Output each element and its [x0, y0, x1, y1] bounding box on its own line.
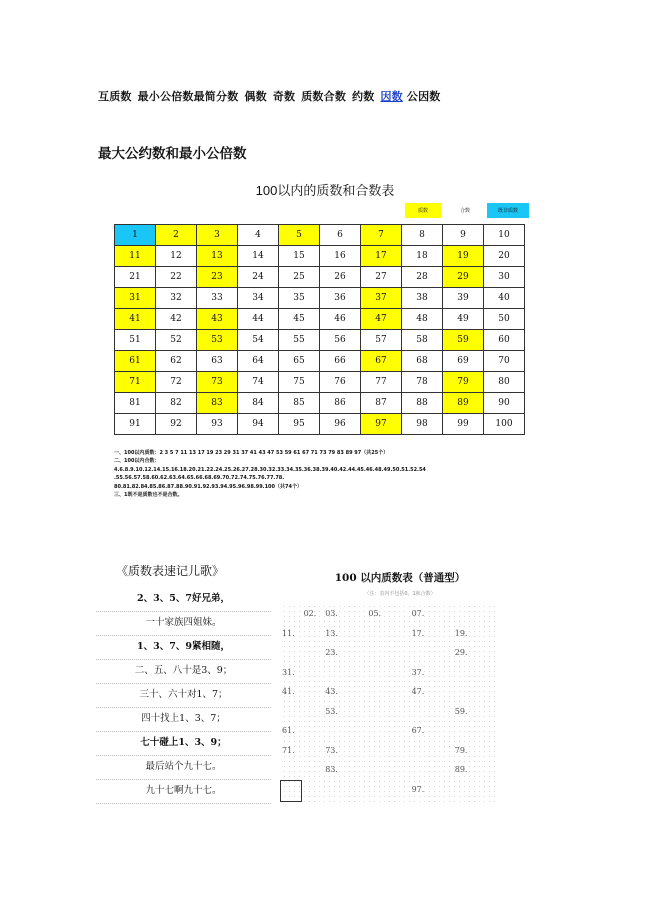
grid-cell: 56	[320, 330, 361, 351]
grid-cell: 80	[484, 372, 525, 393]
note-line: 80.81.82.84.85.86.87.88.90.91.92.93.94.95.96.98.99.100（共74个）	[114, 483, 302, 490]
prime-cell	[368, 624, 390, 644]
grid-cell: 38	[402, 288, 443, 309]
grid-cell: 32	[156, 288, 197, 309]
prime-cell	[433, 643, 455, 663]
note-line: 二、100以内合数：	[114, 458, 160, 465]
grid-cell: 78	[402, 372, 443, 393]
prime-cell	[390, 604, 412, 624]
grid-cell: 8	[402, 225, 443, 246]
grid-cell: 17	[361, 246, 402, 267]
grid-cell: 42	[156, 309, 197, 330]
number-grid	[114, 224, 525, 435]
prime-cell: 61.	[282, 726, 295, 735]
grid-cell: 54	[238, 330, 279, 351]
prime-cell	[455, 682, 477, 702]
prime-cell	[390, 760, 412, 780]
nav-item[interactable]: 偶数	[244, 90, 267, 103]
grid-cell: 5	[279, 225, 320, 246]
prime-cell	[390, 624, 412, 644]
song-line: 2、3、5、7好兄弟，	[96, 588, 271, 612]
grid-row	[115, 393, 525, 414]
prime-cell	[368, 721, 390, 741]
prime-cell	[368, 741, 390, 761]
grid-cell: 31	[115, 288, 156, 309]
grid-cell: 70	[484, 351, 525, 372]
grid-row	[115, 225, 525, 246]
prime-cell: 53.	[325, 706, 338, 716]
prime-cell: 13.	[325, 628, 338, 638]
grid-cell: 66	[320, 351, 361, 372]
prime-cell	[390, 663, 412, 683]
prime-cell	[347, 721, 369, 741]
prime-cell	[347, 663, 369, 683]
prime-cell	[304, 760, 326, 780]
prime-row	[282, 604, 498, 624]
grid-cell: 53	[197, 330, 238, 351]
legend	[405, 203, 529, 218]
song-title: 《质数表速记儿歌》	[116, 564, 225, 578]
song-line: 四十找上1、3、7；	[96, 708, 271, 732]
prime-row	[282, 682, 498, 702]
grid-cell: 10	[484, 225, 525, 246]
grid-row	[115, 351, 525, 372]
prime-table-title: 100 以内质数表（普通型）	[334, 572, 466, 584]
grid-cell: 50	[484, 309, 525, 330]
prime-cell	[390, 780, 412, 800]
grid-cell: 3	[197, 225, 238, 246]
grid-cell: 87	[361, 393, 402, 414]
prime-cell: 31.	[282, 667, 295, 677]
prime-cell	[433, 741, 455, 761]
song-line: 七十碰上1、3、9；	[96, 732, 271, 756]
grid-cell: 12	[156, 246, 197, 267]
legend-neither: 既非质数	[487, 203, 529, 218]
grid-cell: 18	[402, 246, 443, 267]
prime-cell	[433, 702, 455, 722]
prime-cell	[325, 721, 347, 741]
prime-cell	[304, 663, 326, 683]
grid-cell: 22	[156, 267, 197, 288]
grid-cell: 81	[115, 393, 156, 414]
prime-cell	[433, 624, 455, 644]
nav-item[interactable]: 互质数	[98, 90, 132, 103]
song-line: 三十、六十对1、7；	[96, 684, 271, 708]
prime-cell	[412, 741, 434, 761]
prime-row	[282, 702, 498, 722]
nav-item[interactable]: 质数合数	[301, 90, 347, 103]
prime-cell: 05.	[368, 609, 382, 618]
note-line: 4.6.8.9.10.12.14.15.16.18.20.21.22.24.25.26.27.28.30.32.33.34.35.36.38.39.40.42.44.45.46.48.49.50.51.52.54	[114, 466, 426, 473]
grid-cell: 91	[115, 414, 156, 435]
notes	[114, 449, 534, 499]
prime-row	[282, 624, 498, 644]
prime-cell	[368, 682, 390, 702]
grid-cell: 96	[320, 414, 361, 435]
grid-cell: 35	[279, 288, 320, 309]
grid-cell: 71	[115, 372, 156, 393]
legend-prime: 质数	[405, 203, 441, 218]
grid-row	[115, 309, 525, 330]
prime-cell: 89.	[454, 765, 468, 774]
legend-composite: 合数	[449, 203, 481, 218]
grid-cell: 25	[279, 267, 320, 288]
grid-cell: 9	[443, 225, 484, 246]
prime-cell	[347, 780, 369, 800]
prime-cell	[476, 643, 498, 663]
prime-cell: 43.	[325, 687, 338, 696]
prime-cell	[476, 780, 498, 800]
prime-cell: 97.	[411, 784, 425, 794]
prime-cell	[455, 604, 477, 624]
grid-row	[115, 267, 525, 288]
grid-cell: 43	[197, 309, 238, 330]
prime-cell	[412, 702, 434, 722]
prime-cell: 19.	[454, 628, 468, 638]
prime-cell: 73.	[325, 745, 338, 755]
grid-cell: 98	[402, 414, 443, 435]
grid-cell: 46	[320, 309, 361, 330]
prime-cell	[347, 741, 369, 761]
grid-cell: 85	[279, 393, 320, 414]
prime-row	[282, 721, 498, 741]
grid-cell: 92	[156, 414, 197, 435]
song-line: 二、五、八十是3、9；	[96, 660, 271, 684]
grid-cell: 6	[320, 225, 361, 246]
grid-cell: 93	[197, 414, 238, 435]
prime-row	[282, 741, 498, 761]
grid-cell: 51	[115, 330, 156, 351]
prime-cell: 29.	[454, 648, 468, 657]
grid-cell: 59	[443, 330, 484, 351]
grid-cell: 52	[156, 330, 197, 351]
grid-cell: 60	[484, 330, 525, 351]
grid-cell: 100	[484, 414, 525, 435]
nav-item[interactable]: 最小公倍数最简分数	[137, 90, 239, 103]
grid-cell: 55	[279, 330, 320, 351]
grid-row	[115, 246, 525, 267]
note-line: 一、100以内质数：2 3 5 7 11 13 17 19 23 29 31 37 41 43 47 53 59 61 67 71 73 79 83 89 97（共25个）	[114, 450, 389, 456]
grid-cell: 63	[197, 351, 238, 372]
grid-cell: 4	[238, 225, 279, 246]
grid-cell: 77	[361, 372, 402, 393]
prime-cell	[304, 741, 326, 761]
prime-row	[282, 663, 498, 683]
prime-cell	[347, 760, 369, 780]
prime-cell	[476, 721, 498, 741]
grid-row	[115, 372, 525, 393]
prime-cell	[412, 760, 434, 780]
prime-cell	[433, 780, 455, 800]
prime-cell	[476, 702, 498, 722]
prime-row	[282, 760, 498, 780]
grid-cell: 68	[402, 351, 443, 372]
grid-cell: 1	[115, 225, 156, 246]
grid-cell: 67	[361, 351, 402, 372]
grid-cell: 73	[197, 372, 238, 393]
prime-cell	[304, 682, 326, 702]
prime-cell	[390, 741, 412, 761]
prime-cell: 03.	[325, 609, 338, 618]
prime-cell	[433, 604, 455, 624]
note-line: 三、1既不是质数也不是合数。	[114, 492, 183, 499]
grid-cell: 69	[443, 351, 484, 372]
prime-cell	[476, 741, 498, 761]
grid-cell: 76	[320, 372, 361, 393]
grid-row	[115, 330, 525, 351]
prime-table-subtitle: （注：表内不包括0、1和合数）	[364, 591, 436, 597]
prime-cell	[433, 760, 455, 780]
grid-cell: 89	[443, 393, 484, 414]
grid-cell: 62	[156, 351, 197, 372]
grid-cell: 37	[361, 288, 402, 309]
prime-cell	[390, 721, 412, 741]
grid-cell: 88	[402, 393, 443, 414]
grid-cell: 2	[156, 225, 197, 246]
grid-cell: 26	[320, 267, 361, 288]
grid-cell: 28	[402, 267, 443, 288]
grid-cell: 75	[279, 372, 320, 393]
grid-cell: 29	[443, 267, 484, 288]
grid-cell: 7	[361, 225, 402, 246]
grid-cell: 90	[484, 393, 525, 414]
grid-cell: 47	[361, 309, 402, 330]
prime-cell	[368, 760, 390, 780]
grid-cell: 39	[443, 288, 484, 309]
grid-cell: 23	[197, 267, 238, 288]
page-heading: 最大公约数和最小公倍数	[98, 146, 247, 162]
grid-cell: 21	[115, 267, 156, 288]
song-line: 九十七啊九十七。	[96, 780, 271, 804]
nav-item[interactable]: 公因数	[406, 90, 441, 103]
prime-cell	[347, 702, 369, 722]
song-line: 一十家族四姐妹。	[96, 612, 271, 636]
prime-cell	[368, 663, 390, 683]
grid-cell: 15	[279, 246, 320, 267]
prime-cell: 37.	[411, 667, 425, 677]
prime-cell	[476, 624, 498, 644]
grid-cell: 79	[443, 372, 484, 393]
grid-cell: 57	[361, 330, 402, 351]
prime-cell	[455, 663, 477, 683]
grid-cell: 72	[156, 372, 197, 393]
prime-cell	[282, 702, 304, 722]
grid-cell: 14	[238, 246, 279, 267]
prime-cell: 59.	[454, 706, 468, 716]
grid-cell: 82	[156, 393, 197, 414]
prime-cell	[347, 643, 369, 663]
prime-cell	[368, 780, 390, 800]
prime-cell: 79.	[454, 745, 468, 755]
grid-cell: 30	[484, 267, 525, 288]
prime-cell: 23.	[325, 648, 338, 657]
prime-cell	[368, 643, 390, 663]
grid-cell: 16	[320, 246, 361, 267]
song-lines	[96, 588, 271, 804]
nav-item[interactable]: 约数	[352, 90, 375, 103]
grid-cell: 13	[197, 246, 238, 267]
prime-cell: 47.	[411, 687, 425, 696]
prime-table	[282, 604, 498, 804]
note-line: .55.56.57.58.60.62.63.64.65.66.68.69.70.72.74.75.76.77.78.	[114, 475, 285, 482]
grid-row	[115, 288, 525, 309]
prime-cell	[304, 643, 326, 663]
prime-cell	[282, 604, 304, 624]
grid-cell: 20	[484, 246, 525, 267]
grid-cell: 97	[361, 414, 402, 435]
prime-cell: 17.	[411, 628, 425, 638]
grid-cell: 83	[197, 393, 238, 414]
nav-link-factor[interactable]: 因数	[380, 90, 403, 103]
prime-cell	[282, 643, 304, 663]
prime-cell: 41.	[282, 687, 295, 696]
grid-cell: 99	[443, 414, 484, 435]
prime-cell	[304, 702, 326, 722]
prime-cell: 11.	[282, 628, 295, 638]
prime-cell	[476, 663, 498, 683]
table-title: 100以内的质数和合数表	[255, 183, 395, 198]
grid-cell: 65	[279, 351, 320, 372]
prime-cell	[325, 780, 347, 800]
prime-cell	[390, 643, 412, 663]
prime-row	[282, 643, 498, 663]
prime-cell	[282, 760, 304, 780]
grid-cell: 27	[361, 267, 402, 288]
prime-cell	[325, 663, 347, 683]
prime-cell	[412, 643, 434, 663]
prime-cell	[368, 702, 390, 722]
grid-cell: 84	[238, 393, 279, 414]
grid-cell: 94	[238, 414, 279, 435]
grid-cell: 58	[402, 330, 443, 351]
prime-cell	[455, 721, 477, 741]
topic-links	[98, 88, 447, 104]
grid-cell: 33	[197, 288, 238, 309]
grid-cell: 48	[402, 309, 443, 330]
prime-cell	[433, 663, 455, 683]
grid-cell: 86	[320, 393, 361, 414]
prime-cell	[433, 682, 455, 702]
prime-cell: 02.	[303, 609, 317, 618]
prime-cell	[390, 682, 412, 702]
prime-row	[282, 780, 498, 800]
grid-cell: 19	[443, 246, 484, 267]
prime-cell	[347, 604, 369, 624]
prime-cell	[476, 682, 498, 702]
prime-cell	[304, 721, 326, 741]
grid-cell: 11	[115, 246, 156, 267]
prime-cell: 07.	[411, 609, 425, 618]
prime-cell	[304, 780, 326, 800]
grid-row	[115, 414, 525, 435]
nav-item[interactable]: 奇数	[272, 90, 296, 103]
song-line: 最后站个九十七。	[96, 756, 271, 780]
grid-cell: 74	[238, 372, 279, 393]
prime-cell	[476, 760, 498, 780]
grid-cell: 40	[484, 288, 525, 309]
prime-cell	[476, 604, 498, 624]
checkbox-square	[280, 780, 302, 802]
grid-cell: 41	[115, 309, 156, 330]
song-line: 1、3、7、9紧相随，	[96, 636, 271, 660]
grid-cell: 49	[443, 309, 484, 330]
grid-cell: 61	[115, 351, 156, 372]
prime-cell: 83.	[325, 765, 338, 774]
prime-cell: 67.	[411, 726, 425, 735]
prime-cell	[347, 624, 369, 644]
grid-cell: 64	[238, 351, 279, 372]
prime-cell	[304, 624, 326, 644]
grid-cell: 45	[279, 309, 320, 330]
grid-cell: 44	[238, 309, 279, 330]
prime-cell	[433, 721, 455, 741]
grid-cell: 34	[238, 288, 279, 309]
prime-cell: 71.	[282, 745, 295, 755]
grid-cell: 24	[238, 267, 279, 288]
prime-cell	[455, 780, 477, 800]
prime-cell	[347, 682, 369, 702]
grid-cell: 95	[279, 414, 320, 435]
grid-cell: 36	[320, 288, 361, 309]
prime-cell	[390, 702, 412, 722]
